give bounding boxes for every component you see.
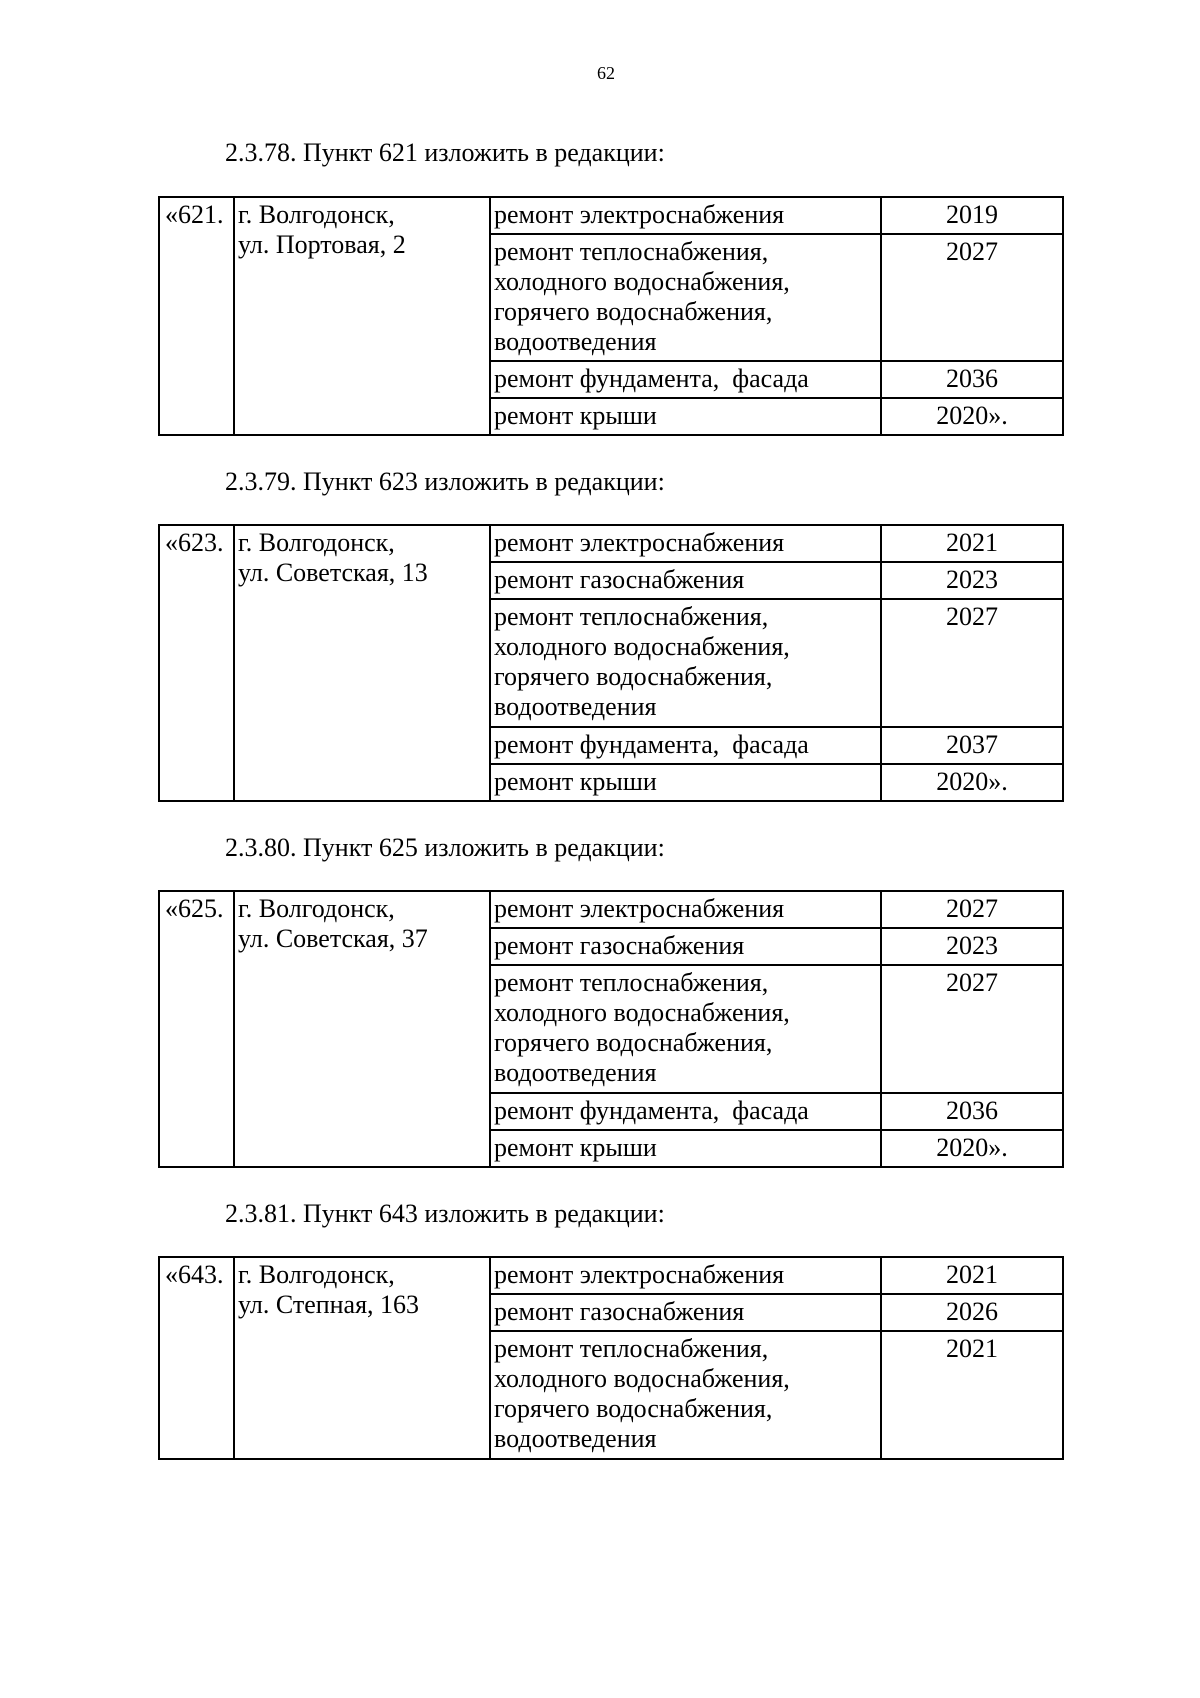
address: г. Волгодонск, ул. Портовая, 2 — [234, 197, 490, 435]
year: 2020». — [881, 1130, 1063, 1167]
page-number: 62 — [597, 63, 615, 83]
work-type: ремонт теплоснабжения, холодного водоснабжения, горячего водоснабжения, водоотведения — [490, 599, 881, 727]
work-type: ремонт электроснабжения — [490, 1257, 881, 1294]
work-type: ремонт газоснабжения — [490, 928, 881, 965]
work-type: ремонт крыши — [490, 1130, 881, 1167]
section-heading: 2.3.81. Пункт 643 изложить в редакции: — [225, 1199, 665, 1228]
section-heading: 2.3.79. Пункт 623 изложить в редакции: — [225, 467, 665, 496]
year: 2020». — [881, 398, 1063, 435]
item-number: «621. — [159, 197, 234, 435]
year: 2027 — [881, 234, 1063, 361]
table-row — [159, 1257, 1063, 1294]
year: 2026 — [881, 1294, 1063, 1331]
work-type: ремонт теплоснабжения, холодного водоснабжения, горячего водоснабжения, водоотведения — [490, 965, 881, 1093]
address: г. Волгодонск, ул. Советская, 37 — [234, 891, 490, 1167]
year: 2036 — [881, 1093, 1063, 1130]
year: 2020». — [881, 764, 1063, 801]
work-type: ремонт электроснабжения — [490, 525, 881, 562]
item-number: «623. — [159, 525, 234, 801]
section-table — [158, 524, 1064, 802]
work-type: ремонт фундамента, фасада — [490, 361, 881, 398]
work-type: ремонт теплоснабжения, холодного водоснабжения, горячего водоснабжения, водоотведения — [490, 1331, 881, 1459]
year: 2021 — [881, 1257, 1063, 1294]
work-type: ремонт крыши — [490, 764, 881, 801]
year: 2021 — [881, 525, 1063, 562]
table-row — [159, 197, 1063, 234]
year: 2023 — [881, 562, 1063, 599]
address: г. Волгодонск, ул. Советская, 13 — [234, 525, 490, 801]
work-type: ремонт крыши — [490, 398, 881, 435]
work-type: ремонт электроснабжения — [490, 197, 881, 234]
address: г. Волгодонск, ул. Степная, 163 — [234, 1257, 490, 1459]
work-type: ремонт электроснабжения — [490, 891, 881, 928]
table-row — [159, 891, 1063, 928]
year: 2023 — [881, 928, 1063, 965]
section-heading: 2.3.80. Пункт 625 изложить в редакции: — [225, 833, 665, 862]
section-table — [158, 1256, 1064, 1460]
table-row — [159, 525, 1063, 562]
item-number: «625. — [159, 891, 234, 1167]
year: 2019 — [881, 197, 1063, 234]
section-table — [158, 890, 1064, 1168]
work-type: ремонт фундамента, фасада — [490, 727, 881, 764]
work-type: ремонт газоснабжения — [490, 1294, 881, 1331]
year: 2027 — [881, 599, 1063, 727]
year: 2027 — [881, 891, 1063, 928]
year: 2036 — [881, 361, 1063, 398]
section-table — [158, 196, 1064, 436]
item-number: «643. — [159, 1257, 234, 1459]
work-type: ремонт газоснабжения — [490, 562, 881, 599]
year: 2021 — [881, 1331, 1063, 1459]
work-type: ремонт теплоснабжения, холодного водоснабжения, горячего водоснабжения, водоотведения — [490, 234, 881, 361]
work-type: ремонт фундамента, фасада — [490, 1093, 881, 1130]
section-heading: 2.3.78. Пункт 621 изложить в редакции: — [225, 138, 665, 167]
year: 2037 — [881, 727, 1063, 764]
year: 2027 — [881, 965, 1063, 1093]
